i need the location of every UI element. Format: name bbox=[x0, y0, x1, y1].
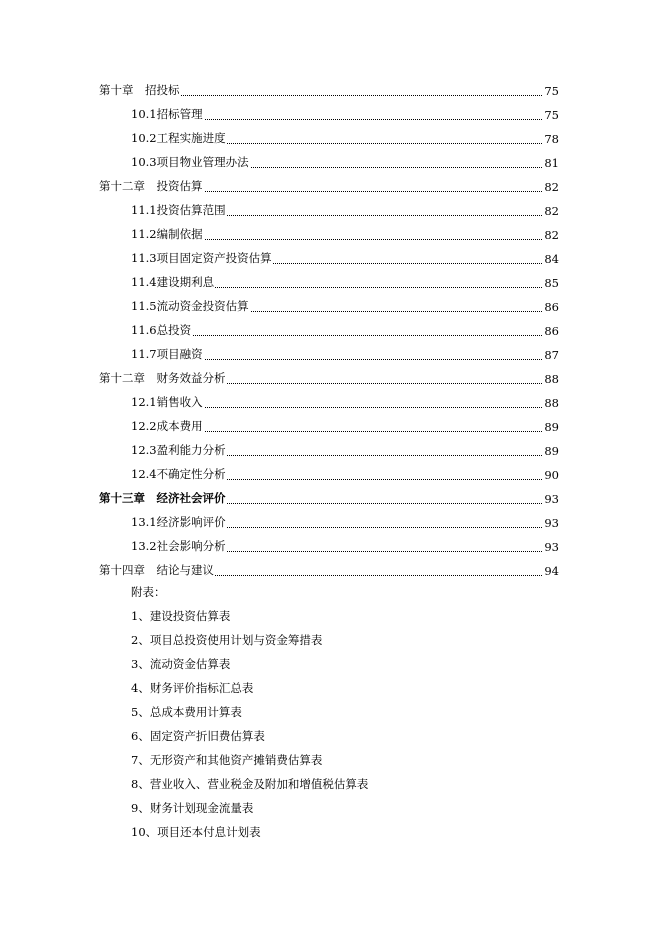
toc-entry-label: 11.5流动资金投资估算 bbox=[131, 299, 249, 313]
toc-chapter-entry[interactable] bbox=[0, 562, 662, 582]
toc-section-entry[interactable] bbox=[0, 202, 662, 222]
toc-page-number: 82 bbox=[544, 228, 559, 242]
toc-section-entry[interactable] bbox=[0, 106, 662, 126]
toc-section-entry[interactable] bbox=[0, 514, 662, 534]
toc-entry-label: 12.2成本费用 bbox=[131, 419, 203, 433]
toc-page-number: 84 bbox=[544, 252, 559, 266]
toc-section-entry[interactable] bbox=[0, 394, 662, 414]
toc-page-number: 81 bbox=[544, 156, 559, 170]
appendix-item: 5、总成本费用计算表 bbox=[131, 705, 242, 719]
toc-chapter-entry[interactable] bbox=[0, 82, 662, 102]
toc-section-entry[interactable] bbox=[0, 418, 662, 438]
toc-page-number: 89 bbox=[544, 444, 559, 458]
toc-section-entry[interactable] bbox=[0, 274, 662, 294]
toc-chapter-entry[interactable] bbox=[0, 370, 662, 390]
toc-section-entry[interactable] bbox=[0, 130, 662, 150]
toc-page-number: 85 bbox=[544, 276, 559, 290]
toc-entry-label: 第十二章 财务效益分析 bbox=[99, 371, 226, 385]
toc-entry-label: 13.2社会影响分析 bbox=[131, 539, 226, 553]
appendix-item: 10、项目还本付息计划表 bbox=[131, 825, 261, 839]
appendix-item: 2、项目总投资使用计划与资金筹措表 bbox=[131, 633, 323, 647]
toc-section-entry[interactable] bbox=[0, 466, 662, 486]
toc-page-number: 82 bbox=[544, 180, 559, 194]
toc-chapter-entry[interactable] bbox=[0, 178, 662, 198]
toc-dot-leader bbox=[132, 335, 558, 336]
toc-section-entry[interactable] bbox=[0, 154, 662, 174]
toc-page-number: 90 bbox=[544, 468, 559, 482]
toc-page-number: 93 bbox=[544, 540, 559, 554]
toc-section-entry[interactable] bbox=[0, 442, 662, 462]
toc-section-entry[interactable] bbox=[0, 538, 662, 558]
toc-entry-label: 11.4建设期利息 bbox=[131, 275, 215, 289]
appendix-item: 8、营业收入、营业税金及附加和增值税估算表 bbox=[131, 777, 369, 791]
appendix-item: 7、无形资产和其他资产摊销费估算表 bbox=[131, 753, 323, 767]
toc-page-number: 89 bbox=[544, 420, 559, 434]
toc-page-number: 86 bbox=[544, 300, 559, 314]
toc-entry-label: 11.3项目固定资产投资估算 bbox=[131, 251, 272, 265]
toc-entry-label: 11.1投资估算范围 bbox=[131, 203, 226, 217]
appendix-item: 4、财务评价指标汇总表 bbox=[131, 681, 254, 695]
toc-entry-label: 12.3盈利能力分析 bbox=[131, 443, 226, 457]
toc-section-entry[interactable] bbox=[0, 226, 662, 246]
appendix-item: 9、财务计划现金流量表 bbox=[131, 801, 254, 815]
toc-entry-label: 10.2工程实施进度 bbox=[131, 131, 226, 145]
toc-section-entry[interactable] bbox=[0, 346, 662, 366]
toc-page-number: 78 bbox=[544, 132, 559, 146]
toc-entry-label: 11.7项目融资 bbox=[131, 347, 203, 361]
appendix-item: 1、建设投资估算表 bbox=[131, 609, 231, 623]
toc-entry-label: 12.4不确定性分析 bbox=[131, 467, 226, 481]
toc-entry-label: 10.1招标管理 bbox=[131, 107, 203, 121]
toc-page-number: 93 bbox=[544, 516, 559, 530]
toc-entry-label: 第十二章 投资估算 bbox=[99, 179, 203, 193]
toc-entry-label: 12.1销售收入 bbox=[131, 395, 203, 409]
toc-page-number: 88 bbox=[544, 396, 559, 410]
toc-page-number: 88 bbox=[544, 372, 559, 386]
toc-entry-label: 11.6总投资 bbox=[131, 323, 192, 337]
toc-page-number: 94 bbox=[544, 564, 559, 578]
toc-page-number: 87 bbox=[544, 348, 559, 362]
appendix-title: 附表： bbox=[131, 585, 166, 599]
toc-entry-label: 第十章 招投标 bbox=[99, 83, 180, 97]
toc-entry-label: 13.1经济影响评价 bbox=[131, 515, 226, 529]
toc-entry-label: 11.2编制依据 bbox=[131, 227, 203, 241]
toc-section-entry[interactable] bbox=[0, 298, 662, 318]
toc-section-entry[interactable] bbox=[0, 322, 662, 342]
toc-chapter-entry[interactable] bbox=[0, 490, 662, 510]
toc-entry-label: 第十四章 结论与建议 bbox=[99, 563, 214, 577]
toc-page-number: 75 bbox=[544, 84, 559, 98]
toc-page-number: 75 bbox=[544, 108, 559, 122]
toc-section-entry[interactable] bbox=[0, 250, 662, 270]
toc-page-number: 86 bbox=[544, 324, 559, 338]
appendix-item: 3、流动资金估算表 bbox=[131, 657, 231, 671]
toc-entry-label: 第十三章 经济社会评价 bbox=[99, 491, 226, 505]
toc-page-number: 93 bbox=[544, 492, 559, 506]
toc-entry-label: 10.3项目物业管理办法 bbox=[131, 155, 249, 169]
appendix-item: 6、固定资产折旧费估算表 bbox=[131, 729, 265, 743]
toc-page-number: 82 bbox=[544, 204, 559, 218]
